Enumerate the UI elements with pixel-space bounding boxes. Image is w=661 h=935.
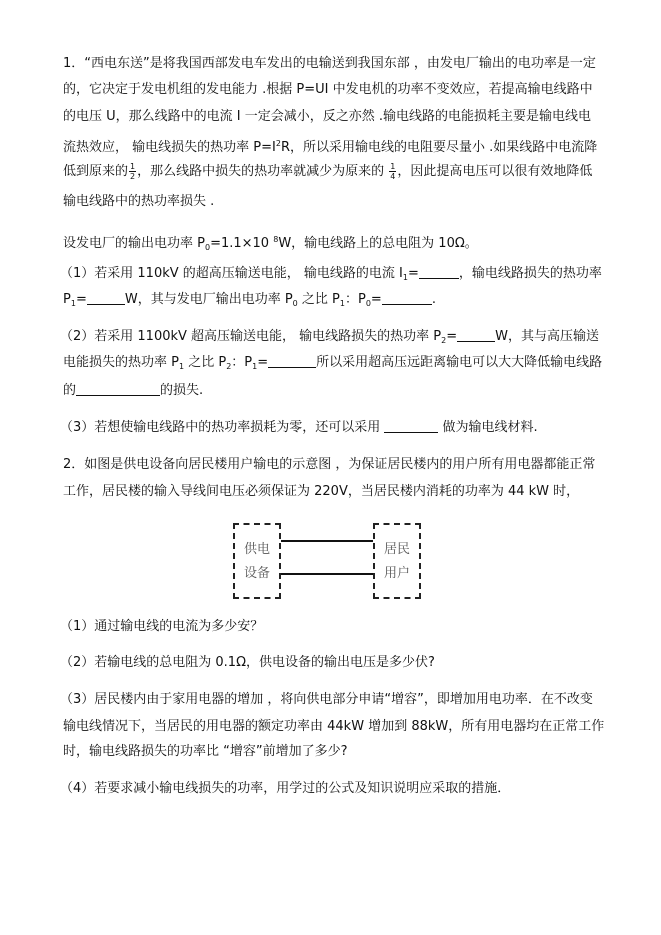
- answer-blank: [419, 265, 459, 279]
- text-segment: 流热效应， 输电线损失的热功率 P=I: [63, 140, 276, 155]
- fraction: [129, 162, 136, 181]
- numerator: 1: [390, 162, 396, 171]
- transmission-wire: [281, 540, 373, 542]
- denominator: 4: [390, 172, 396, 181]
- text-segment: W，其与发电厂输出电功率 P: [124, 292, 293, 307]
- text-segment: W，输电线路上的总电阻为 10Ω。: [278, 236, 478, 251]
- subscript: 1: [178, 362, 185, 371]
- text-segment: .: [431, 292, 436, 307]
- answer-blank: [268, 354, 316, 368]
- text-segment: 2．如图是供电设备向居民楼用户输电的示意图 ，为保证居民楼内的用户所有用电器都能正常: [63, 457, 596, 472]
- text-segment: （2）若输电线的总电阻为 0.1Ω，供电设备的输出电压是多少伏?: [60, 655, 435, 670]
- box-label: 居民: [383, 542, 410, 557]
- text-segment: 的电压 U，那么线路中的电流 I 一定会减小，反之亦然 .输电线路的电能损耗主要是输电线电: [63, 109, 592, 124]
- text-line: [63, 291, 436, 313]
- subscript: 1: [402, 273, 408, 282]
- answer-blank: [382, 291, 432, 305]
- subscript: 0: [204, 243, 211, 252]
- text-segment: 所以采用超高压远距离输电可以大大降低输电线路: [316, 355, 603, 370]
- text-line: [60, 654, 435, 672]
- answer-blank: [384, 419, 438, 433]
- power-supply-equipment-box: [233, 523, 281, 599]
- text-segment: 1．“西电东送”是将我国西部发电车发出的电输送到我国东部 ，由发电厂输出的电功率是一定: [63, 56, 596, 71]
- text-line: [63, 162, 592, 181]
- text-segment: ，输电线路损失的热功率: [458, 266, 602, 281]
- text-segment: =: [257, 355, 269, 370]
- denominator: 2: [130, 172, 136, 181]
- text-line: [63, 354, 602, 376]
- text-segment: 时，输电线路损失的功率比 “增容”前增加了多少?: [63, 744, 348, 759]
- text-segment: 低到原来的: [63, 164, 129, 179]
- subscript: 2: [441, 336, 447, 345]
- text-line: [60, 265, 602, 287]
- text-line: [60, 328, 599, 350]
- power-supply-diagram: [233, 523, 423, 603]
- box-label: 设备: [243, 566, 270, 581]
- text-segment: R，所以采用输电线的电阻要尽量小 .如果线路中电流降: [280, 140, 598, 155]
- subscript: 1: [70, 299, 76, 308]
- text-segment: ：P: [231, 355, 253, 370]
- text-line: [60, 618, 263, 636]
- residential-user-box: [373, 523, 421, 599]
- text-segment: （2）若采用 1100kV 超高压输送电能， 输电线路损失的热功率 P: [60, 329, 442, 344]
- answer-blank: [457, 328, 495, 342]
- text-segment: 之比 P: [184, 355, 227, 370]
- text-line: [63, 81, 593, 99]
- text-line: [63, 483, 579, 501]
- text-segment: 的损失.: [160, 383, 204, 398]
- text-line: [63, 743, 348, 761]
- answer-blank: [87, 291, 125, 305]
- box-label: 用户: [383, 566, 410, 581]
- text-segment: （4）若要求减小输电线损失的功率，用学过的公式及知识说明应采取的措施．: [60, 781, 511, 796]
- text-segment: 做为输电线材料.: [438, 420, 538, 435]
- text-segment: 输电线情况下，当居民的用电器的额定功率由 44kW 增加到 88kW，所有用电器均在正常工作: [63, 719, 605, 734]
- text-line: [63, 108, 591, 126]
- subscript: 0: [292, 299, 298, 308]
- answer-blank: [76, 382, 160, 396]
- transmission-wire: [281, 573, 373, 575]
- box-label: 供电: [243, 542, 270, 557]
- text-segment: =: [75, 292, 87, 307]
- text-segment: （1）若采用 110kV 的超高压输送电能， 输电线路的电流 I: [60, 266, 403, 281]
- numerator: 1: [130, 162, 136, 171]
- text-line: [63, 135, 597, 157]
- text-line: [63, 382, 203, 400]
- text-segment: 的: [63, 383, 77, 398]
- text-segment: 电能损失的热功率 P: [63, 355, 179, 370]
- text-segment: ，那么线路中损失的热功率就减少为原来的: [137, 164, 389, 179]
- text-segment: W，其与高压输送: [495, 329, 600, 344]
- subscript: 0: [365, 299, 371, 308]
- text-line: [60, 780, 510, 798]
- text-line: [63, 193, 214, 211]
- text-segment: =: [407, 266, 419, 281]
- text-line: [63, 718, 604, 736]
- subscript: 1: [252, 362, 258, 371]
- fraction: [389, 162, 396, 181]
- text-segment: =1.1×10: [210, 236, 274, 251]
- text-segment: ，因此提高电压可以很有效地降低: [397, 164, 593, 179]
- text-line: [63, 456, 595, 474]
- text-segment: （3）居民楼内由于家用电器的增加 ，将向供电部分申请“增容”，即增加用电功率．在不改变: [60, 692, 593, 707]
- subscript: 2: [226, 362, 232, 371]
- text-line: [60, 419, 538, 437]
- text-segment: 输电线路中的热功率损失 .: [63, 194, 215, 209]
- text-segment: （3）若想使输电线路中的热功率损耗为零，还可以采用: [60, 420, 385, 435]
- text-segment: 的，它决定于发电机组的发电能力 .根据 P=UI 中发电机的功率不变效应，若提高输电线路中: [63, 82, 593, 97]
- superscript: 2: [275, 139, 281, 148]
- text-line: [63, 231, 478, 257]
- text-segment: ：P: [344, 292, 366, 307]
- text-line: [60, 691, 593, 709]
- text-segment: （1）通过输电线的电流为多少安？: [60, 619, 264, 634]
- text-segment: =: [370, 292, 382, 307]
- text-segment: 之比 P: [297, 292, 340, 307]
- superscript: 8: [273, 235, 279, 244]
- text-line: [63, 55, 596, 73]
- text-segment: P: [63, 292, 71, 307]
- text-segment: 工作，居民楼的输入导线间电压必须保证为 220V，当居民楼内消耗的功率为 44 kW 时，: [63, 484, 580, 499]
- subscript: 1: [339, 299, 345, 308]
- text-segment: 设发电厂的输出电功率 P: [63, 236, 205, 251]
- text-segment: =: [446, 329, 458, 344]
